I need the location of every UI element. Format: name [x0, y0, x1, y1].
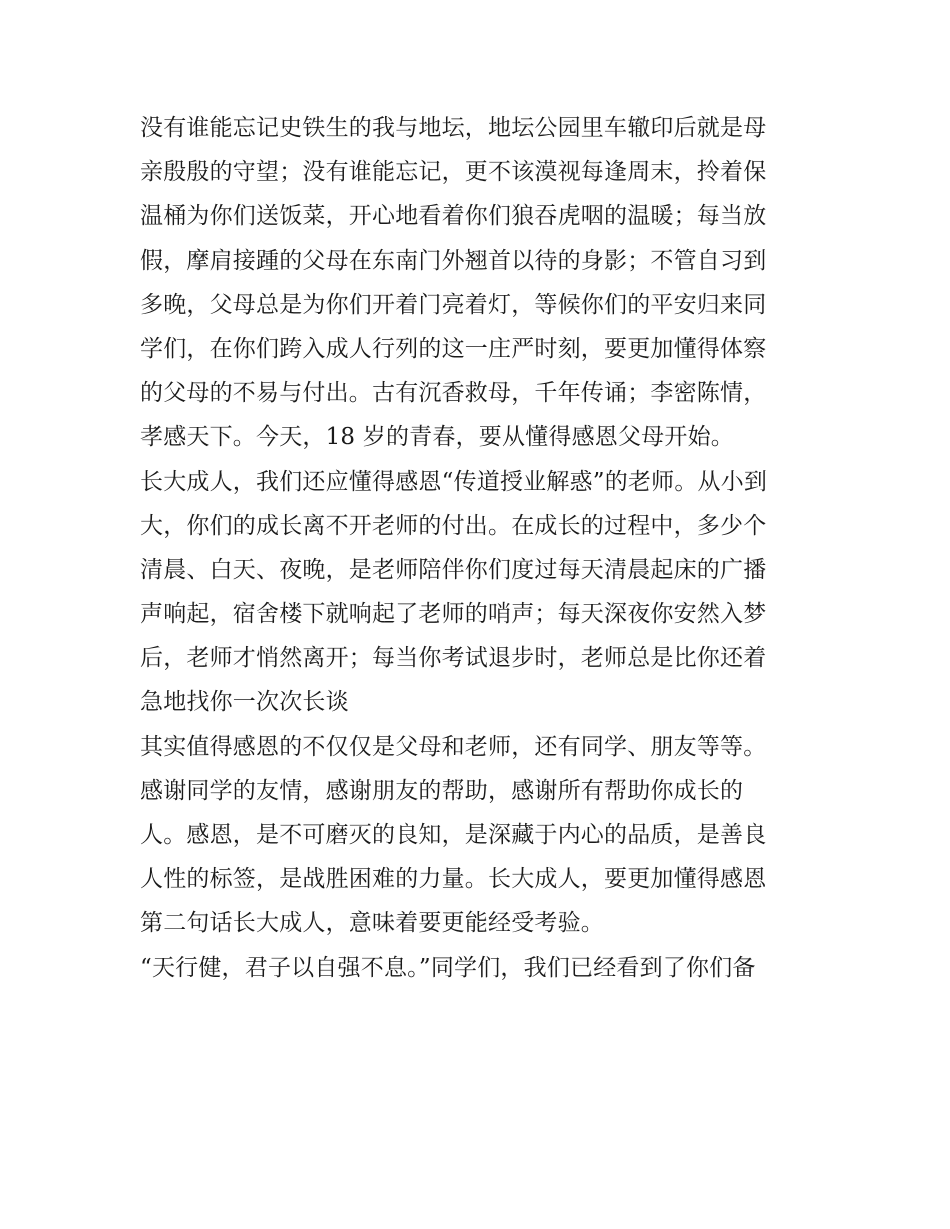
text-line: 人。感恩，是不可磨灭的良知，是深藏于内心的品质，是善良 — [140, 822, 767, 848]
text-line: 假，摩肩接踵的父母在东南门外翘首以待的身影；不管自习到 — [140, 247, 767, 274]
text-line: “天行健，君子以自强不息。”同学们，我们已经看到了你们备 — [140, 954, 756, 981]
text-line: 后，老师才悄然离开；每当你考试退步时，老师总是比你还着 — [140, 645, 767, 672]
text-line: 温桶为你们送饭菜，开心地看着你们狼吞虎咽的温暖；每当放 — [140, 203, 767, 230]
text-line: 感谢同学的友情，感谢朋友的帮助，感谢所有帮助你成长的 — [140, 777, 744, 804]
text-line: 亲殷殷的守望；没有谁能忘记，更不该漠视每逢周末，拎着保 — [140, 159, 767, 186]
text-line: 的父母的不易与付出。古有沉香救母，千年传诵；李密陈情， — [140, 380, 767, 407]
text-line: 长大成人，我们还应懂得感恩“传道授业解惑”的老师。从小到 — [140, 468, 768, 495]
text-line: 声响起，宿舍楼下就响起了老师的哨声；每天深夜你安然入梦 — [140, 601, 767, 628]
text-line: 大，你们的成长离不开老师的付出。在成长的过程中，多少个 — [140, 512, 767, 539]
text-line: 人性的标签，是战胜困难的力量。长大成人，要更加懂得感恩 — [140, 866, 767, 893]
text-line: 第二句话长大成人，意味着要更能经受考验。 — [140, 910, 604, 937]
text-line: 其实值得感恩的不仅仅是父母和老师，还有同学、朋友等等。 — [140, 733, 767, 760]
text-line: 没有谁能忘记史铁生的我与地坛，地坛公园里车辙印后就是母 — [140, 115, 767, 141]
text-line: 孝感天下。今天，18 岁的青春，要从懂得感恩父母开始。 — [140, 424, 734, 451]
text-line: 清晨、白天、夜晚，是老师陪伴你们度过每天清晨起床的广播 — [140, 556, 767, 583]
text-line: 急地找你一次次长谈 — [140, 689, 349, 716]
text-line: 学们，在你们跨入成人行列的这一庄严时刻，要更加懂得体察 — [140, 335, 767, 362]
body-text — [140, 106, 820, 990]
text-line: 多晚，父母总是为你们开着门亮着灯，等候你们的平安归来同 — [140, 291, 767, 318]
